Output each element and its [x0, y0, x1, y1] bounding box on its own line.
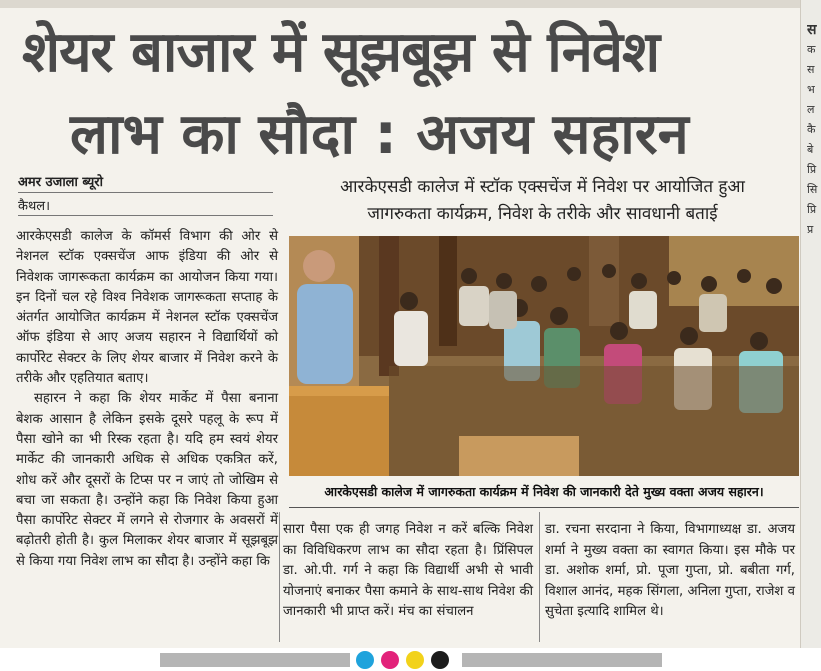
- adjacent-article-text: [807, 20, 821, 240]
- column-divider-1: [279, 512, 280, 642]
- subheadline: [290, 174, 795, 228]
- registration-stripe-right: [462, 653, 662, 667]
- adjacent-fragment: प्र: [807, 223, 814, 236]
- byline-rule: [18, 192, 273, 193]
- article-column-1: [16, 227, 278, 572]
- article-paragraph-2: सहारन ने कहा कि शेयर मार्केट में पैसा बनाना बेशक आसान है लेकिन इसके दूसरे पहलू के रूप में पैसा खोने का भी रिस्क रहता है। यदि हम स्वयं शेयर मार्केट की जानकारी अधिक से अधिक एकत्रित करें, शोध करें और दूसरों के टिप्स पर न जाएं तो जोखिम से बचा जा सकता है। उन्होंने कहा कि निवेश किया हुआ पैसा कार्पोरेट सेक्टर में लगने से रोजगार के अवसरों में बढ़ोतरी होती है। कुल मिलाकर शेयर बाजार में सूझबूझ से किया गया निवेश लाभ का सौदा है। उन्होंने कहा कि: [16, 391, 278, 569]
- article-column-2: सारा पैसा एक ही जगह निवेश न करें बल्कि निवेश का विविधिकरण लाभ का सौदा रहता है। प्रिंसिपल डा. ओ.पी. गर्ग ने कहा कि विद्यार्थी अभी से भावी योजनाएं बनाकर पैसा कमाने के साथ-साथ निवेश की जानकारी भी प्राप्त करें। मंच का संचालन: [283, 522, 533, 619]
- adjacent-fragment: ल: [807, 103, 815, 116]
- adjacent-heading: स: [807, 22, 817, 38]
- dateline: कैथल।: [18, 199, 51, 214]
- adjacent-fragment: प्रि: [807, 163, 817, 176]
- article-column-3: डा. रचना सरदाना ने किया, विभागाध्यक्ष डा. अजय शर्मा ने मुख्य वक्ता का स्वागत किया। इस मौके पर डा. अशोक शर्मा, प्रो. पूजा गुप्ता, प्रो. बबीता गर्ग, विशाल आनंद, महक सिंगला, अनिला गुप्ता, राजेश व सुचेता इत्यादि शामिल थे।: [545, 522, 795, 619]
- adjacent-fragment: भ: [807, 83, 815, 96]
- event-photo-illustration: [289, 236, 799, 476]
- byline: अमर उजाला ब्यूरो: [18, 175, 103, 190]
- black-registration-dot: [431, 651, 449, 669]
- article-paragraph-1: आरकेएसडी कालेज के कॉमर्स विभाग की ओर से नेशनल स्टॉक एक्सचेंज आफ इंडिया की ओर से निवेशक जागरूकता कार्यक्रम का आयोजन किया गया। इन दिनों चल रहे विश्व निवेशक जागरूकता सप्ताह के अंतर्गत आयोजित कार्यक्रम में नेशनल स्टॉक एक्सचेंज ऑफ इंडिया से आए अजय सहारन ने विद्यार्थियों को कार्पोरेट सेक्टर के लिए शेयर बाजार में निवेश करने के तरीके और एहतियात बताए।: [16, 229, 278, 387]
- event-photo: [289, 236, 799, 476]
- subheadline-line-2: जागरुकता कार्यक्रम, निवेश के तरीके और सावधानी बताई: [367, 204, 718, 224]
- registration-stripe-left: [160, 653, 350, 667]
- photo-caption: आरकेएसडी कालेज में जागरुकता कार्यक्रम में निवेश की जानकारी देते मुख्य वक्ता अजय सहारन।: [289, 477, 799, 508]
- headline-line-1: शेयर बाजार में सूझबूझ से निवेश: [22, 20, 660, 85]
- adjacent-fragment: सि: [807, 183, 818, 196]
- magenta-registration-dot: [381, 651, 399, 669]
- adjacent-fragment: कै: [807, 123, 816, 136]
- top-strip: [0, 0, 800, 8]
- adjacent-fragment: स: [807, 63, 815, 76]
- adjacent-fragment: प्रि: [807, 203, 817, 216]
- yellow-registration-dot: [406, 651, 424, 669]
- adjacent-article-strip: [800, 0, 821, 648]
- adjacent-fragment: बे: [807, 143, 814, 156]
- headline-line-2: लाभ का सौदा : अजय सहारन: [70, 102, 689, 167]
- adjacent-fragment: क: [807, 43, 816, 56]
- dateline-rule: [18, 215, 273, 216]
- subheadline-line-1: आरकेएसडी कालेज में स्टॉक एक्सचेंज में निवेश पर आयोजित हुआ: [340, 177, 745, 197]
- cyan-registration-dot: [356, 651, 374, 669]
- column-divider-2: [539, 512, 540, 642]
